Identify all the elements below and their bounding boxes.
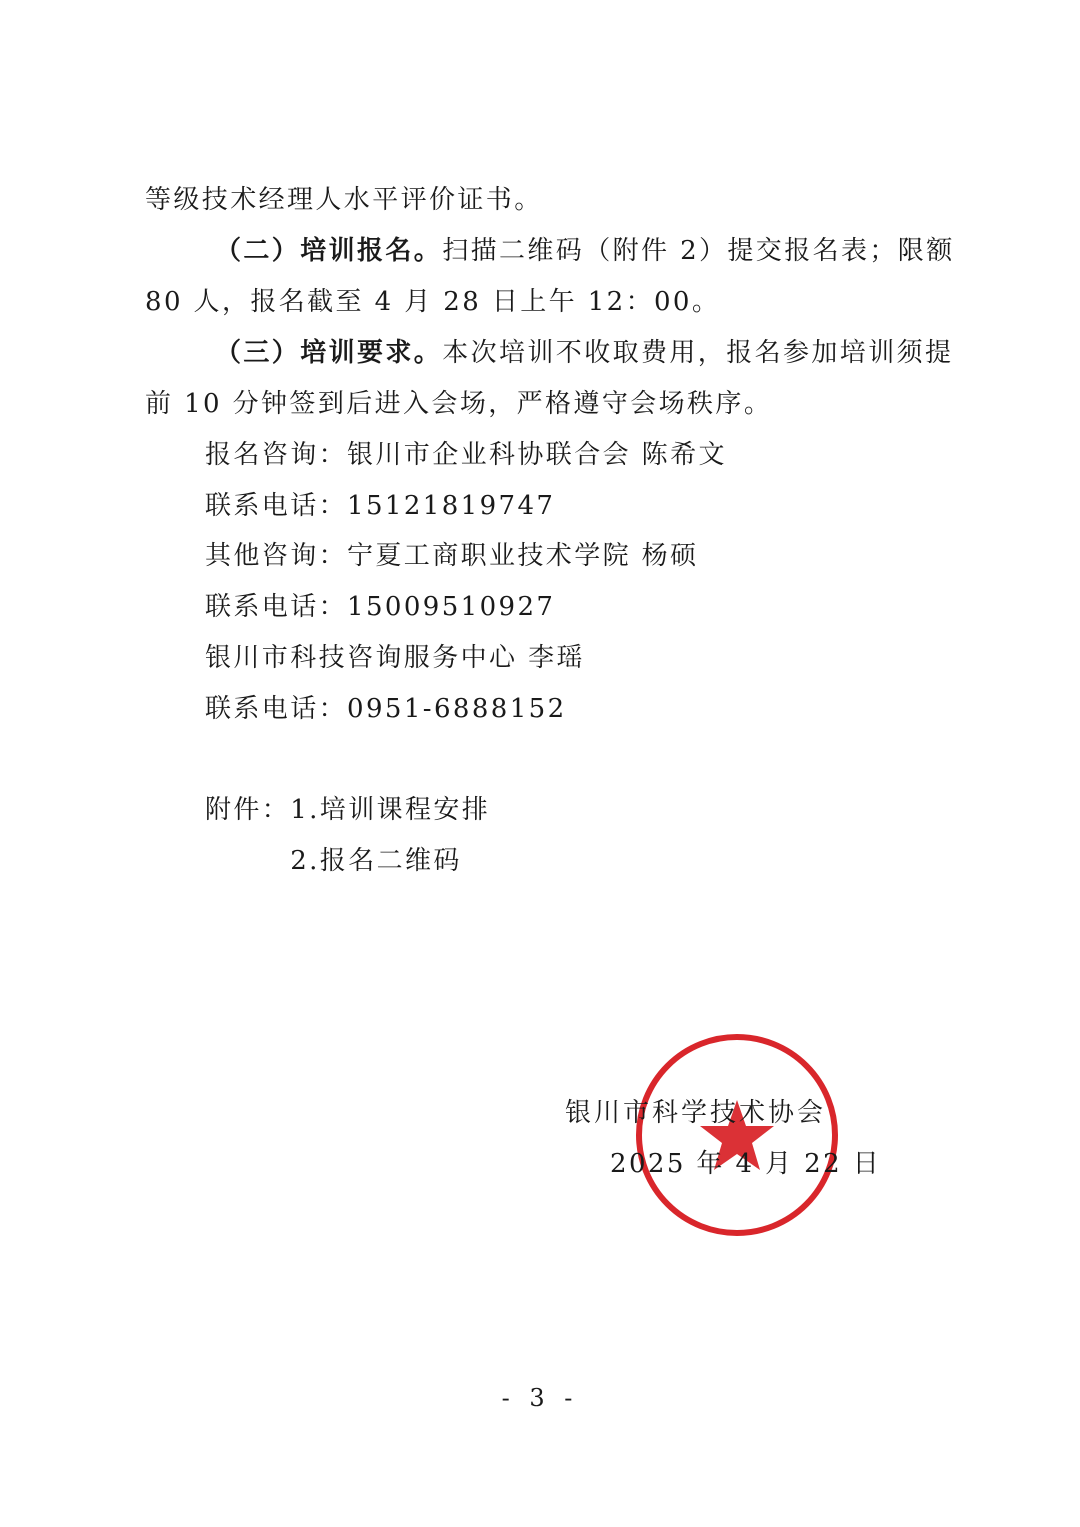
body-line: 80 人，报名截至 4 月 28 日上午 12：00。 [145,287,721,317]
paragraph-requirements [145,336,954,370]
paragraph-registration [145,234,955,268]
attachment-item: 1.培训课程安排 [290,795,491,825]
body-line: 前 10 分钟签到后进入会场，严格遵守会场秩序。 [145,389,773,419]
contact-line: 联系电话：15009510927 [205,592,556,622]
attachments-line [205,793,490,827]
section-heading: （三）培训要求。 [215,338,443,368]
signature-date: 2025 年 4 月 22 日 [610,1149,882,1179]
body-text: 扫描二维码（附件 2）提交报名表；限额 [442,236,955,266]
contact-line: 联系电话：15121819747 [205,491,556,521]
contact-line: 报名咨询：银川市企业科协联合会 陈希文 [205,440,727,470]
contact-line: 其他咨询：宁夏工商职业技术学院 杨硕 [205,541,699,571]
contact-line: 银川市科技咨询服务中心 李瑶 [205,643,585,673]
attachments-label: 附件： [205,795,291,825]
body-text: 本次培训不收取费用，报名参加培训须提 [442,338,954,368]
page-number: - 3 - [501,1384,579,1412]
attachment-item: 2.报名二维码 [290,846,462,876]
contact-line: 联系电话：0951-6888152 [205,694,567,724]
signature-org: 银川市科学技术协会 [565,1098,827,1128]
body-line: 等级技术经理人水平评价证书。 [145,185,543,215]
official-seal [632,1030,842,1240]
section-heading: （二）培训报名。 [215,236,443,266]
